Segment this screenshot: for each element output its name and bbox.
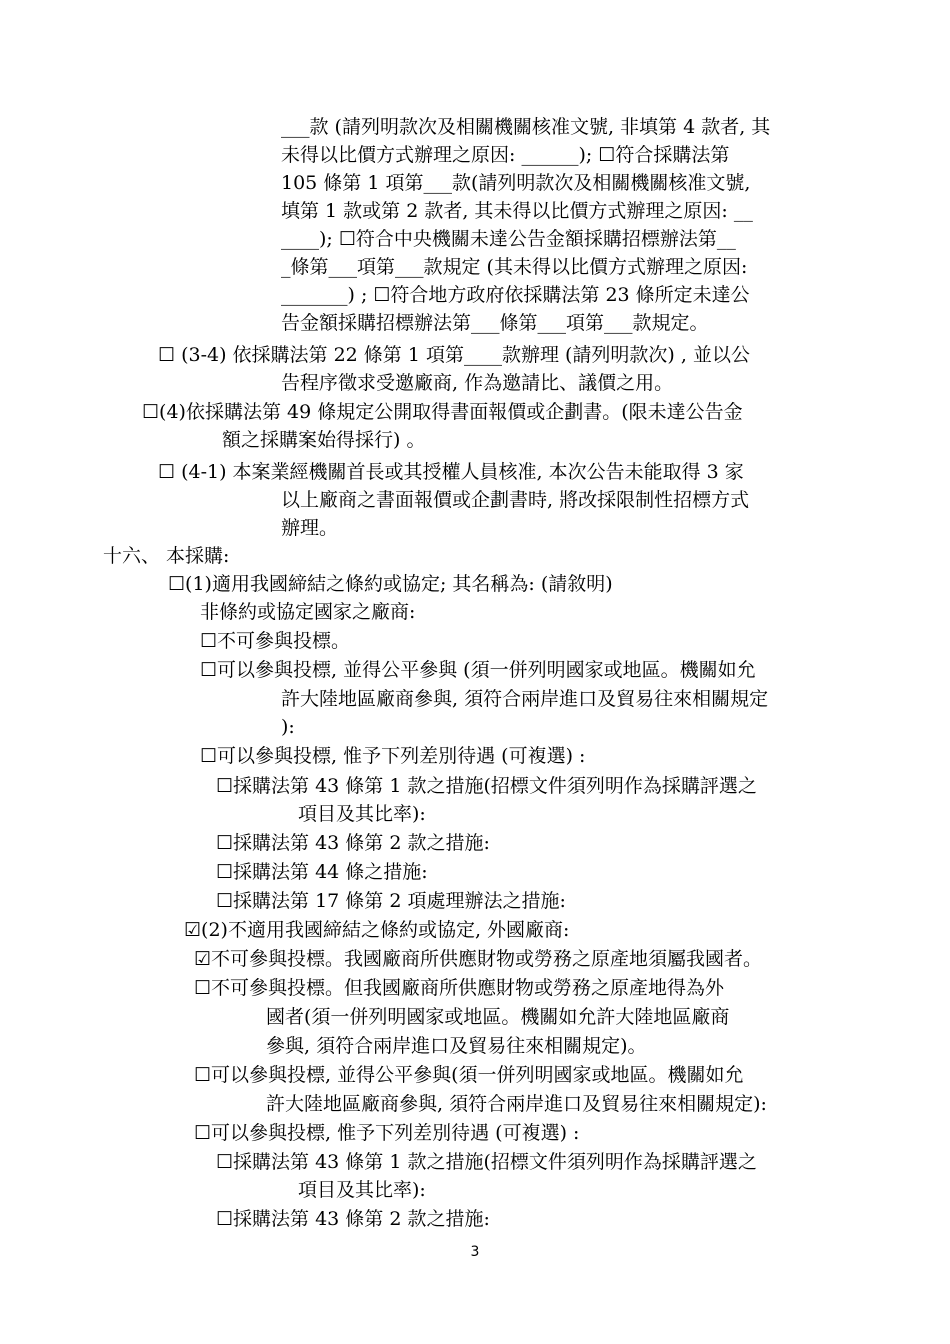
option-art44[interactable]: ☐採購法第 44 條之措施: [216,861,428,883]
text-line: 告程序徵求受邀廠商, 作為邀請比、議價之用。 [281,372,674,394]
option-4[interactable]: ☐(4)依採購法第 49 條規定公開取得書面報價或企劃書。(限未達公告金 [142,401,743,423]
text-line: 告金額採購招標辦法第___條第___項第___款規定。 [281,312,709,334]
option-fair-participation[interactable]: ☐可以參與投標, 並得公平參與 (須一併列明國家或地區。機關如允 [200,659,756,681]
text-line: 非條約或協定國家之廠商: [200,601,416,623]
section-heading: 十六、 本採購: [103,545,230,567]
text-line: 許大陸地區廠商參與, 須符合兩岸進口及貿易往來相關規定): [266,1093,767,1115]
text-line: 填第 1 款或第 2 款者, 其未得以比價方式辦理之原因: __ [281,200,753,222]
text-line: 未得以比價方式辦理之原因: ______); ☐符合採購法第 [281,144,730,166]
text-line: 國者(須一併列明國家或地區。機關如允許大陸地區廠商 [266,1006,730,1028]
option-differential-treatment[interactable]: ☐可以參與投標, 惟予下列差別待遇 (可複選) : [200,745,586,767]
text-line: ___款 (請列明款次及相關機關核准文號, 非填第 4 款者, 其 [281,116,771,138]
option-treaty-applicable[interactable]: ☐(1)適用我國締結之條約或協定; 其名稱為: (請敘明) [168,573,613,595]
option-cannot-bid-foreign-origin[interactable]: ☐不可參與投標。但我國廠商所供應財物或勞務之原產地得為外 [194,977,725,999]
text-line: 額之採購案始得採行) 。 [222,429,426,451]
option-3-4[interactable]: ☐ (3-4) 依採購法第 22 條第 1 項第____款辦理 (請列明款次) , 並以公 [158,344,750,366]
page-number: 3 [470,1244,480,1260]
option-art17-2[interactable]: ☐採購法第 17 條第 2 項處理辦法之措施: [216,890,566,912]
text-line: 許大陸地區廠商參與, 須符合兩岸進口及貿易往來相關規定 [281,688,769,710]
option-cannot-bid-domestic-origin[interactable]: ☑不可參與投標。我國廠商所供應財物或勞務之原產地須屬我國者。 [194,948,763,970]
option-art43-1-b[interactable]: ☐採購法第 43 條第 1 款之措施(招標文件須列明作為採購評選之 [216,1151,757,1173]
option-art43-1[interactable]: ☐採購法第 43 條第 1 款之措施(招標文件須列明作為採購評選之 [216,775,757,797]
option-4-1[interactable]: ☐ (4-1) 本案業經機關首長或其授權人員核准, 本次公告未能取得 3 家 [158,461,744,483]
option-art43-2-b[interactable]: ☐採購法第 43 條第 2 款之措施: [216,1208,490,1230]
option-fair-participation-2[interactable]: ☐可以參與投標, 並得公平參與(須一併列明國家或地區。機關如允 [194,1064,744,1086]
text-line: ): [281,716,295,738]
text-line: 項目及其比率): [298,1179,426,1201]
text-line: 參與, 須符合兩岸進口及貿易往來相關規定)。 [266,1035,647,1057]
option-art43-2[interactable]: ☐採購法第 43 條第 2 款之措施: [216,832,490,854]
option-treaty-not-applicable[interactable]: ☑(2)不適用我國締結之條約或協定, 外國廠商: [184,919,570,941]
option-differential-treatment-2[interactable]: ☐可以參與投標, 惟予下列差別待遇 (可複選) : [194,1122,580,1144]
text-line: 辦理。 [281,517,339,539]
text-line: 105 條第 1 項第___款(請列明款次及相關機關核准文號, [281,172,751,194]
text-line: ____); ☐符合中央機關未達公告金額採購招標辦法第__ [281,228,736,250]
text-line: _______) ; ☐符合地方政府依採購法第 23 條所定未達公 [281,284,750,306]
option-cannot-bid[interactable]: ☐不可參與投標。 [200,630,351,652]
text-line: 以上廠商之書面報價或企劃書時, 將改採限制性招標方式 [281,489,750,511]
text-line: 項目及其比率): [298,803,426,825]
text-line: _條第___項第___款規定 (其未得以比價方式辦理之原因: [281,256,748,278]
